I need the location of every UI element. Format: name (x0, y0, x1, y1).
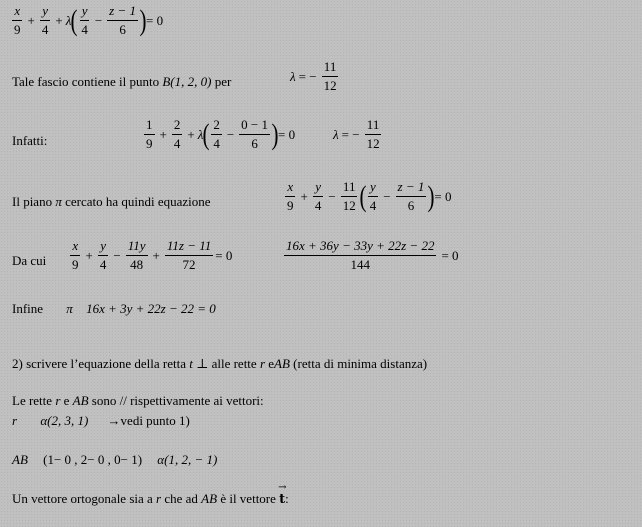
numerator: 0 − 1 (239, 118, 270, 135)
vector-t: → t (279, 492, 285, 507)
text: che ad (164, 491, 198, 506)
line-r: r (259, 356, 265, 371)
operator: − (94, 12, 103, 28)
lambda-symbol: λ (333, 126, 339, 142)
sentence-orthogonal (12, 491, 289, 507)
direction-vector: α(1, 2, − 1) (157, 452, 218, 467)
label-infine: Infine (12, 301, 44, 316)
plane-equation: 16x + 3y + 22z − 22 = 0 (86, 301, 216, 316)
numerator: x (70, 239, 80, 256)
equals-zero: = 0 (278, 126, 296, 142)
sentence-contains-point (12, 74, 231, 90)
operator: − (113, 247, 121, 263)
vector-ab (12, 452, 217, 468)
text: e (268, 356, 275, 371)
equals-zero: = 0 (441, 247, 459, 263)
text: alle rette (211, 356, 257, 371)
text: sono // rispettivamente ai vettori: (91, 393, 264, 408)
text: per (214, 74, 232, 89)
perp-symbol: ⊥ (196, 356, 209, 371)
fraction (341, 180, 358, 214)
text: Tale fascio contiene il punto (12, 74, 160, 89)
fraction (211, 118, 222, 152)
text: Le rette (12, 393, 53, 408)
operator: + (300, 188, 308, 204)
line-r: r (55, 393, 61, 408)
text: è il vettore (220, 491, 276, 506)
operator: + (85, 247, 93, 263)
line-r: r (156, 491, 162, 506)
operator: = − (298, 68, 317, 84)
numerator: y (368, 180, 378, 197)
difference-vector: (1− 0 , 2− 0 , 0− 1) (43, 452, 143, 467)
numerator: y (98, 239, 108, 256)
denominator: 4 (41, 22, 49, 38)
fraction (126, 239, 148, 273)
fraction (79, 4, 90, 38)
fraction (107, 4, 138, 38)
equation-combined (282, 239, 462, 273)
numerator: 11z − 11 (165, 239, 213, 256)
equation-family: $\frac{x}{9}$ + $\frac{y}{4}$ + λ ( $\frac{y}{4}$ − $\frac{z - 1}{6}$ ) = 0 (14, 3, 164, 38)
denominator: 72 (182, 257, 196, 273)
denominator: 144 (350, 257, 370, 273)
denominator: 4 (213, 136, 220, 152)
fraction (285, 180, 296, 214)
operator: = − (341, 126, 360, 142)
lambda-value (290, 60, 341, 94)
operator: + (152, 247, 160, 263)
sentence-plane (12, 194, 211, 210)
denominator: 4 (314, 198, 322, 214)
numerator: 11y (126, 239, 148, 256)
fraction (365, 118, 382, 152)
fraction (172, 118, 183, 152)
text: Un vettore ortogonale sia a (12, 491, 153, 506)
equals-zero: = 0 (434, 188, 452, 204)
line-ab: AB (201, 491, 218, 506)
denominator: 9 (72, 257, 79, 273)
text: Il piano (12, 194, 53, 209)
fraction (368, 180, 379, 214)
numerator: y (313, 180, 323, 197)
text: (retta di minima distanza) (293, 356, 428, 371)
denominator: 9 (287, 198, 294, 214)
fraction (284, 239, 436, 273)
numerator: y (40, 4, 50, 21)
operator: + (159, 126, 167, 142)
denominator: 6 (407, 198, 415, 214)
equation-expanded (68, 239, 232, 273)
right-paren: ) (139, 3, 147, 37)
numerator: x (285, 180, 295, 197)
denominator: 12 (342, 198, 356, 214)
numerator: 2 (172, 118, 183, 135)
final-plane (12, 301, 216, 317)
line-ab: AB (72, 393, 89, 408)
denominator: 6 (119, 22, 126, 38)
numerator: z − 1 (396, 180, 427, 197)
fraction (239, 118, 270, 152)
line-t: t (189, 356, 193, 371)
line-ab: AB (274, 356, 290, 371)
vector-r (12, 413, 190, 429)
reference-note: →vedi punto 1) (107, 413, 190, 428)
denominator: 4 (81, 22, 88, 38)
label-infatti: Infatti: (12, 133, 48, 148)
equation-verification: $\frac{1}{9}$ + $\frac{2}{4}$ + λ ( $\frac{2}{4}$ − $\frac{0 - 1}{6}$ ) = 0 (146, 117, 296, 152)
fraction (144, 118, 155, 152)
denominator: 6 (251, 136, 258, 152)
numerator: z − 1 (107, 4, 138, 21)
point-b: B(1, 2, 0) (162, 74, 212, 89)
equals-zero: = 0 (215, 247, 233, 263)
numerator: 2 (211, 118, 222, 135)
fraction (313, 180, 324, 214)
left-paren: ( (70, 3, 78, 37)
fraction (98, 239, 109, 273)
lambda-symbol: λ (65, 12, 72, 28)
denominator: 9 (146, 136, 153, 152)
pi-symbol: π (55, 194, 62, 209)
denominator: 12 (323, 78, 337, 94)
numerator: 1 (144, 118, 155, 135)
task-2 (12, 356, 427, 372)
operator: − (383, 188, 391, 204)
denominator: 12 (366, 136, 380, 152)
lambda-result (333, 118, 384, 152)
fraction (396, 180, 427, 214)
numerator: 11 (322, 60, 339, 77)
operator: + (27, 12, 35, 28)
lambda-symbol: λ (290, 68, 296, 84)
line-r: r (12, 413, 18, 428)
numerator: 11 (341, 180, 358, 197)
denominator: 48 (130, 257, 144, 273)
equation-plane: $\frac{x}{9}$ + $\frac{y}{4}$ − $\frac{11}{12}$ ( $\frac{y}{4}$ − $\frac{z - 1}{6}$ ) = 0 (287, 179, 452, 214)
operator: − (226, 126, 235, 142)
label-da-cui: Da cui (12, 253, 47, 268)
denominator: 9 (14, 22, 21, 38)
fraction (40, 4, 51, 38)
denominator: 4 (173, 136, 181, 152)
lambda-symbol: λ (197, 126, 204, 142)
line-ab: AB (12, 452, 28, 467)
text: cercato ha quindi equazione (65, 194, 211, 209)
denominator: 4 (99, 257, 107, 273)
text: : (285, 491, 289, 506)
pi-symbol: π (66, 301, 73, 316)
denominator: 4 (369, 198, 377, 214)
fraction (70, 239, 81, 273)
numerator: y (80, 4, 90, 21)
text: 2) scrivere l’equazione della retta (12, 356, 186, 371)
fraction (12, 4, 23, 38)
sentence-parallel (12, 393, 264, 409)
numerator: x (12, 4, 22, 21)
numerator: 16x + 36y − 33y + 22z − 22 (284, 239, 436, 256)
operator: − (328, 188, 336, 204)
fraction (165, 239, 213, 273)
numerator: 11 (365, 118, 382, 135)
fraction (322, 60, 339, 94)
direction-vector: α(2, 3, 1) (40, 413, 89, 428)
text: e (63, 393, 70, 408)
equals-zero: = 0 (146, 12, 164, 28)
